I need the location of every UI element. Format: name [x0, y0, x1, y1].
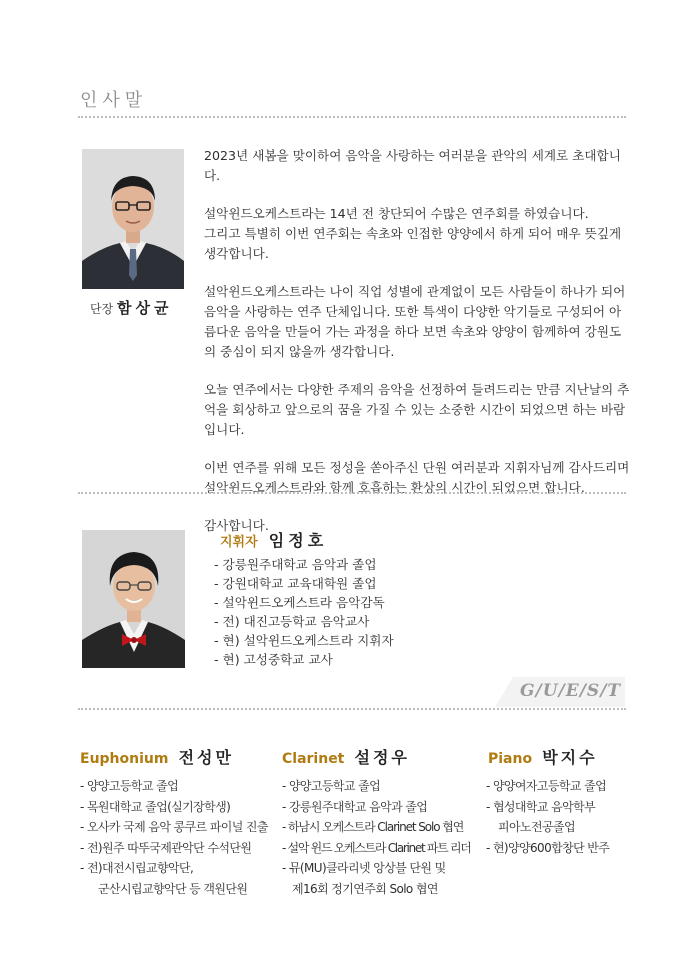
- conductor-role: 지휘자: [220, 535, 258, 550]
- guest-name: 박지수: [542, 748, 598, 767]
- list-item: - 현)양양600합창단 반주: [486, 840, 610, 855]
- greeting-paragraph-6: 감사합니다.: [204, 518, 269, 533]
- list-item: - 양양고등학교 졸업: [80, 779, 179, 793]
- conductor-heading: [220, 528, 327, 551]
- list-item: 군산시립교향악단 등 객원단원: [98, 881, 248, 896]
- guest-instrument: Clarinet: [282, 751, 345, 767]
- leader-name: 함상균: [117, 299, 173, 317]
- list-item: - 양양여자고등학교 졸업: [486, 779, 607, 793]
- guest-heading-piano: [488, 745, 598, 768]
- greeting-paragraph-2: 설악윈드오케스트라는 14년 전 창단되어 수많은 연주회를 하였습니다. 그리고 특별히 이번 연주회는 속초와 인접한 양양에서 하게 되어 매우 뜻깊게 생각합니다.: [204, 206, 622, 261]
- list-item: - 강릉원주대학교 음악과 졸업: [282, 799, 428, 814]
- leader-caption: [90, 297, 173, 318]
- greeting-paragraph-1: 2023년 새봄을 맞이하여 음악을 사랑하는 여러분을 관악의 세계로 초대합니다.: [204, 148, 621, 183]
- guest-name: 전성만: [178, 748, 234, 767]
- greeting-paragraph-3: 설악윈드오케스트라는 나이 직업 성별에 관계없이 모든 사람들이 하나가 되어 음악을 사랑하는 연주 단체입니다. 또한 특색이 다양한 악기들로 구성되어 아름다운 음악을 만들어 가는 과정을 하다 보면 속초와 양양이 함께하여 강원도의 중심이 되지 않을까 생각합니다.: [204, 284, 626, 359]
- guest-banner: G/U/E/S/T: [520, 681, 622, 701]
- guest-bio-piano: [486, 776, 666, 858]
- guest-instrument: Piano: [488, 751, 533, 767]
- list-item: - 오사카 국제 음악 콩쿠르 파이널 진출: [80, 820, 268, 834]
- list-item: - 뮤(MU)클라리넷 앙상블 단원 및: [282, 861, 446, 875]
- section-title-greeting: 인사말: [80, 90, 148, 111]
- list-item: 제16회 정기연주회 Solo 협연: [292, 881, 438, 896]
- list-item: - 협성대학교 음악학부: [486, 799, 596, 814]
- divider: [78, 116, 626, 118]
- list-item: - 강릉원주대학교 음악과 졸업: [214, 557, 377, 572]
- list-item: 피아노전공졸업: [498, 820, 575, 834]
- divider: [78, 708, 626, 710]
- conductor-bio: [214, 555, 514, 669]
- guest-heading-euphonium: [80, 745, 234, 768]
- list-item: - 현) 고성중학교 교사: [214, 652, 333, 667]
- divider: [78, 492, 626, 494]
- guest-name: 설정우: [354, 748, 410, 767]
- list-item: - 목원대학교 졸업(실기장학생): [80, 799, 231, 814]
- greeting-paragraph-4: 오늘 연주에서는 다양한 주제의 음악을 선정하여 들려드리는 만큼 지난날의 추억을 회상하고 앞으로의 꿈을 가질 수 있는 소중한 시간이 되었으면 하는 바람입니다.: [204, 382, 630, 437]
- conductor-photo: [82, 530, 185, 668]
- list-item: - 설악 윈드 오케스트라 Clarinet 파트 리더: [282, 840, 471, 855]
- leader-photo: [82, 149, 184, 289]
- list-item: - 강원대학교 교육대학원 졸업: [214, 576, 377, 591]
- conductor-name: 임정호: [268, 531, 328, 550]
- list-item: - 전)원주 따뚜국제관악단 수석단원: [80, 840, 252, 855]
- list-item: - 설악윈드오케스트라 음악감독: [214, 595, 385, 610]
- guest-instrument: Euphonium: [80, 751, 169, 767]
- list-item: - 현) 설악윈드오케스트라 지휘자: [214, 633, 394, 648]
- list-item: - 하남시 오케스트라 Clarinet Solo 협연: [282, 820, 464, 834]
- leader-role: 단장: [90, 302, 114, 316]
- guest-heading-clarinet: [282, 745, 410, 768]
- list-item: - 양양고등학교 졸업: [282, 779, 381, 793]
- guest-bio-euphonium: [80, 776, 280, 899]
- list-item: - 전)대전시립교향악단,: [80, 861, 194, 875]
- list-item: - 전) 대진고등학교 음악교사: [214, 614, 370, 629]
- greeting-paragraph-5: 이번 연주를 위해 모든 정성을 쏟아주신 단원 여러분과 지휘자님께 감사드리며 설악윈드오케스트라와 함께 호흡하는 환상의 시간이 되었으면 합니다.: [204, 460, 630, 495]
- guest-bio-clarinet: [282, 776, 487, 899]
